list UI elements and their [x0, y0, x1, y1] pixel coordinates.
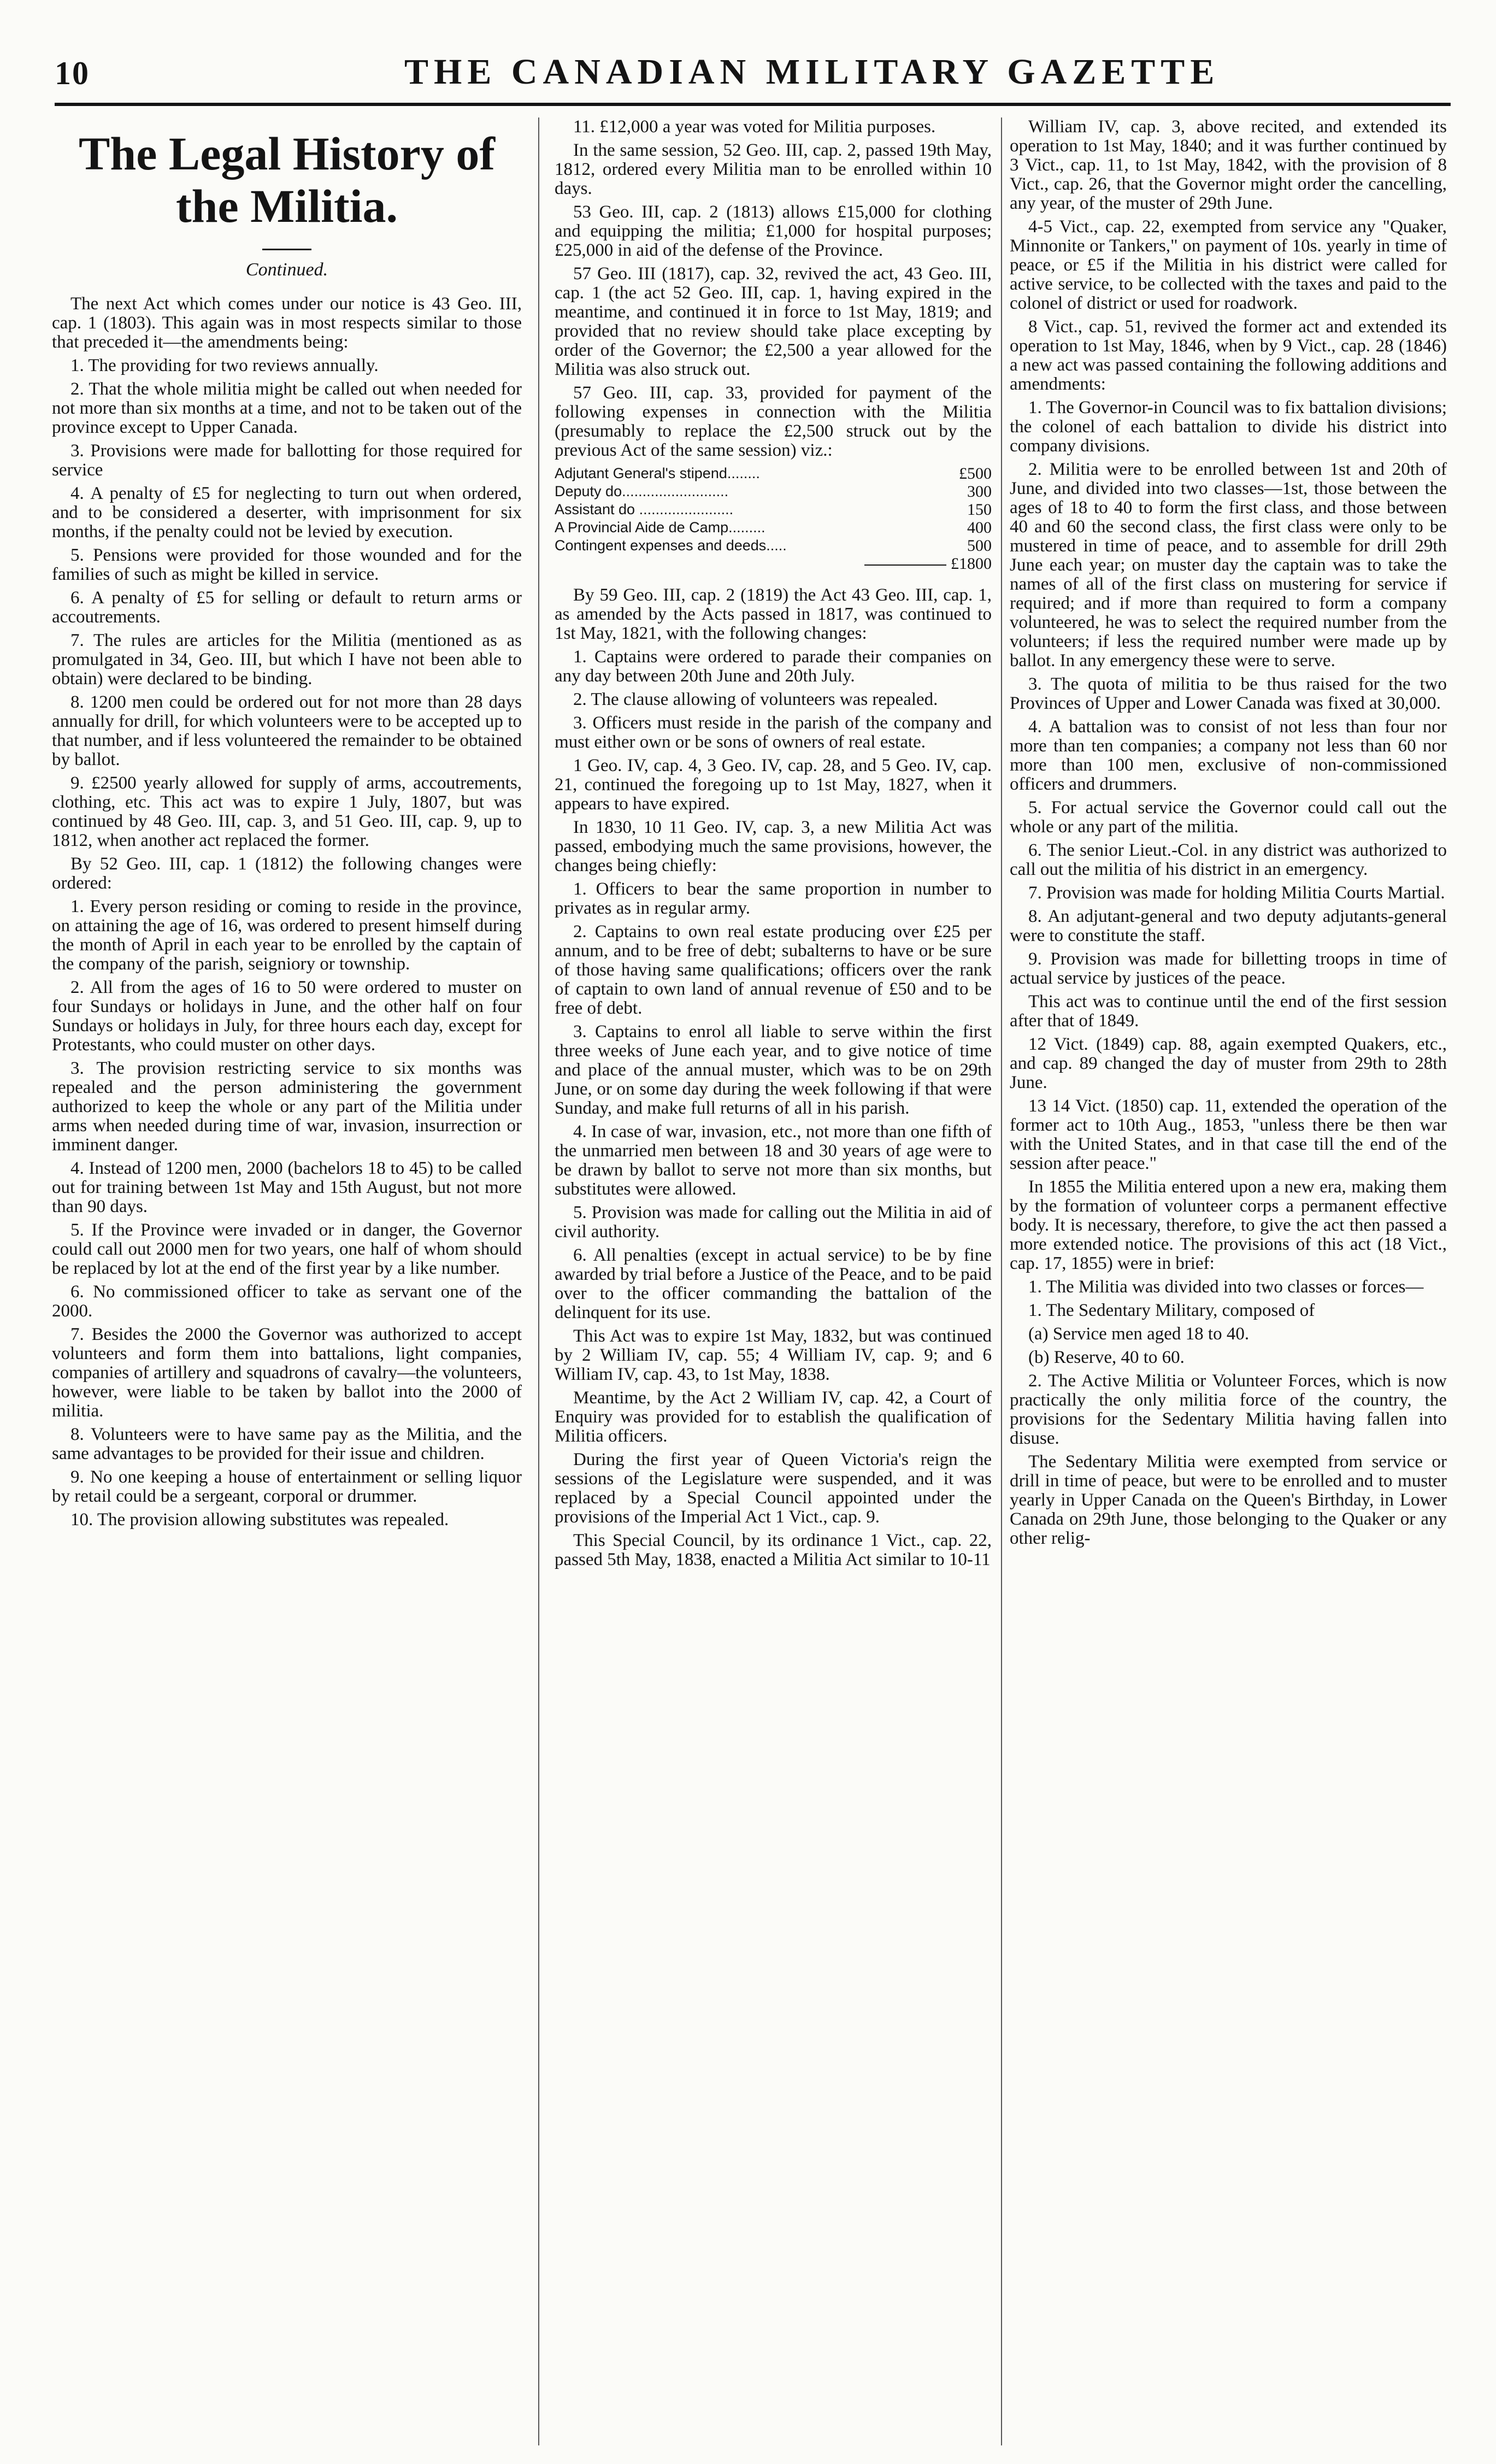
- paragraph: 3. Officers must reside in the parish of the company and must either own or be sons of owners of real estate.: [555, 713, 992, 752]
- paragraph: 7. Besides the 2000 the Governor was authorized to accept volunteers and form them into battalions, light companies, companies of artillery and squadrons of cavalry—the volunteers, however, were liable to be taken by ballot into the 2000 of militia.: [52, 1325, 522, 1421]
- paragraph: (b) Reserve, 40 to 60.: [1028, 1348, 1185, 1367]
- expense-total: £1800: [951, 555, 992, 573]
- paragraph: 13 14 Vict. (1850) cap. 11, extended the operation of the former act to 10th Aug., 1853, "unless there be then war with the United States, and in that case till the end of the session after peace.": [1010, 1096, 1447, 1173]
- paragraph: This act was to continue until the end of the first session after that of 1849.: [1010, 992, 1447, 1031]
- column-2-body-lower: [555, 586, 992, 1569]
- expense-row: [555, 501, 992, 519]
- column-3: [1010, 117, 1447, 2445]
- paragraph: In 1830, 10 11 Geo. IV, cap. 3, a new Militia Act was passed, embodying much the same provisions, however, the changes being chiefly:: [555, 818, 992, 875]
- paragraph: 9. £2500 yearly allowed for supply of arms, accoutrements, clothing, etc. This act was to expire 1 July, 1807, but was continued by 48 Geo. III, cap. 3, and 51 Geo. III, cap. 9, up to 1812, when another act replaced the former.: [52, 773, 522, 850]
- paragraph: 1. The Governor-in Council was to fix battalion divisions; the colonel of each battalion to divide his district into company divisions.: [1010, 398, 1447, 456]
- title-divider: [262, 249, 311, 250]
- paragraph: 1. The providing for two reviews annually.: [70, 356, 379, 375]
- paragraph: 4. A penalty of £5 for neglecting to turn out when ordered, and to be considered a deserter, with imprisonment for six months, if the penalty could not be levied by execution.: [52, 484, 522, 542]
- expense-row: [555, 519, 992, 537]
- paragraph: 6. The senior Lieut.-Col. in any district was authorized to call out the militia of his district in an emergency.: [1010, 840, 1447, 879]
- expense-amount: £500: [959, 464, 992, 483]
- expense-amount: 400: [967, 519, 992, 537]
- paragraph: 9. Provision was made for billetting troops in time of actual service by justices of the peace.: [1010, 949, 1447, 988]
- column-2: [555, 117, 992, 2445]
- expense-row: [555, 464, 992, 483]
- paragraph: 3. The provision restricting service to six months was repealed and the person administering the government authorized to keep the whole or any part of the Militia under arms when needed during time of war, invasion, insurrection or imminent danger.: [52, 1058, 522, 1155]
- expense-label: Contingent expenses and deeds.....: [555, 537, 787, 554]
- expense-label: A Provincial Aide de Camp.........: [555, 519, 765, 536]
- column-3-body: [1010, 117, 1447, 1548]
- running-title: THE CANADIAN MILITARY GAZETTE: [404, 52, 1220, 92]
- article-subtitle: Continued.: [245, 260, 328, 280]
- paragraph: 4. A battalion was to consist of not less than four nor more than ten companies; a company not less than 60 nor more than 100 men, exclusive of non-commissioned officers and drummers.: [1010, 717, 1447, 794]
- paragraph: 1. The Militia was divided into two classes or forces—: [1028, 1277, 1424, 1297]
- paragraph: 8. 1200 men could be ordered out for not more than 28 days annually for drill, for which volunteers were to be accepted up to that number, and if less volunteered the remainder to be obtained by ballot.: [52, 692, 522, 769]
- paragraph: 57 Geo. III (1817), cap. 32, revived the act, 43 Geo. III, cap. 1 (the act 52 Geo. III, cap. 1, having expired in the meantime, and continued it in force to 1st May, 1819; and provided that no review should take place excepting by order of the Governor; the £2,500 a year allowed for the Militia was also struck out.: [555, 264, 992, 379]
- paragraph: 4. Instead of 1200 men, 2000 (bachelors 18 to 45) to be called out for training between 1st May and 15th August, but not more than 90 days.: [52, 1159, 522, 1216]
- paragraph: This Special Council, by its ordinance 1 Vict., cap. 22, passed 5th May, 1838, enacted a Militia Act similar to 10-11: [555, 1531, 992, 1569]
- page-number: 10: [55, 55, 90, 91]
- expense-amount: 150: [967, 501, 992, 519]
- paragraph: 8 Vict., cap. 51, revived the former act and extended its operation to 1st May, 1846, when by 9 Vict., cap. 28 (1846) a new act was passed containing the following additions and amendments:: [1010, 317, 1447, 394]
- paragraph: 1. Captains were ordered to parade their companies on any day between 20th June and 20th July.: [555, 647, 992, 686]
- paragraph: 12 Vict. (1849) cap. 88, again exempted Quakers, etc., and cap. 89 changed the day of muster from 29th to 28th June.: [1010, 1034, 1447, 1092]
- paragraph: By 52 Geo. III, cap. 1 (1812) the following changes were ordered:: [52, 854, 522, 893]
- expense-amount: 500: [967, 537, 992, 555]
- paragraph: 6. No commissioned officer to take as servant one of the 2000.: [52, 1282, 522, 1321]
- paragraph: In 1855 the Militia entered upon a new era, making them by the formation of volunteer corps a permanent effective body. It is necessary, therefore, to give the act then passed a more extended notice. The provisions of this act (18 Vict., cap. 17, 1855) were in brief:: [1010, 1177, 1447, 1273]
- paragraph: 3. Captains to enrol all liable to serve within the first three weeks of June each year, and to give notice of time and place of the annual muster, which was to be on 29th June, or on some day during the week following if that were Sunday, and make full returns of all in his parish.: [555, 1022, 992, 1118]
- total-rule: [864, 564, 946, 566]
- paragraph: 3. Provisions were made for ballotting for those required for service: [52, 441, 522, 480]
- paragraph: 6. All penalties (except in actual service) to be by fine awarded by trial before a Justice of the Peace, and to be paid over to the officer commanding the battalion of the delinquent for its use.: [555, 1245, 992, 1322]
- expenses-table-body: [555, 464, 992, 573]
- paragraph: Meantime, by the Act 2 William IV, cap. 42, a Court of Enquiry was provided for to establish the qualification of Militia officers.: [555, 1388, 992, 1446]
- paragraph: 4. In case of war, invasion, etc., not more than one fifth of the unmarried men between 18 and 30 years of age were to be drawn by ballot to serve not more than six months, but substitutes were allowed.: [555, 1122, 992, 1199]
- paragraph: 5. If the Province were invaded or in danger, the Governor could call out 2000 men for two years, one half of whom should be replaced by lot at the end of the first year by a like number.: [52, 1220, 522, 1278]
- paragraph: 8. An adjutant-general and two deputy adjutants-general were to constitute the staff.: [1010, 907, 1447, 945]
- header-rule: [55, 103, 1451, 106]
- paragraph: 7. The rules are articles for the Militia (mentioned as as promulgated in 34, Geo. III, but which I have not been able to obtain) were declared to be binding.: [52, 631, 522, 689]
- paragraph: During the first year of Queen Victoria's reign the sessions of the Legislature were suspended, and it was replaced by a Special Council appointed under the provisions of the Imperial Act 1 Vict., cap. 9.: [555, 1450, 992, 1527]
- paragraph: 2. Captains to own real estate producing over £25 per annum, and to be free of debt; subalterns to have or be sure of those having same qualifications; officers over the rank of captain to own land of annual revenue of £50 and to be free of debt.: [555, 922, 992, 1018]
- expense-row: [555, 537, 992, 555]
- paragraph: 11. £12,000 a year was voted for Militia purposes.: [573, 117, 936, 137]
- column-1: [52, 117, 522, 2445]
- paragraph: 2. That the whole militia might be called out when needed for not more than six months at a time, and not to be taken out of the province except to Upper Canada.: [52, 379, 522, 437]
- column-1-body: [52, 295, 522, 1530]
- paragraph: The next Act which comes under our notice is 43 Geo. III, cap. 1 (1803). This again was in most respects similar to those that preceded it—the amendments being:: [52, 294, 522, 352]
- paragraph: 2. The clause allowing of volunteers was repealed.: [573, 690, 938, 709]
- paragraph: 5. Pensions were provided for those wounded and for the families of such as might be killed in service.: [52, 545, 522, 584]
- paragraph: 1 Geo. IV, cap. 4, 3 Geo. IV, cap. 28, and 5 Geo. IV, cap. 21, continued the foregoing up to 1st May, 1827, when it appears to have expired.: [555, 756, 992, 814]
- expenses-table: [555, 464, 992, 573]
- expense-total-row: [555, 555, 992, 573]
- column-divider: [538, 117, 539, 2445]
- paragraph: By 59 Geo. III, cap. 2 (1819) the Act 43 Geo. III, cap. 1, as amended by the Acts passed in 1817, was continued to 1st May, 1821, with the following changes:: [555, 585, 992, 643]
- paragraph: 2. The Active Militia or Volunteer Forces, which is now practically the only militia force of the country, the provisions for the Sedentary Militia having fallen into disuse.: [1010, 1371, 1447, 1448]
- paragraph: 10. The provision allowing substitutes was repealed.: [70, 1510, 449, 1530]
- expense-amount: 300: [967, 483, 992, 501]
- paragraph: 4-5 Vict., cap. 22, exempted from service any "Quaker, Minnonite or Tankers," on payment of 10s. yearly in time of peace, or £5 if the Militia in his district were called for active service, to be collected with the taxes and paid to the colonel of district or used for roadwork.: [1010, 217, 1447, 313]
- paragraph: 53 Geo. III, cap. 2 (1813) allows £15,000 for clothing and equipping the militia; £1,000 for hospital purposes; £25,000 in aid of the defense of the Province.: [555, 202, 992, 260]
- expense-label: Adjutant General's stipend........: [555, 465, 760, 481]
- paragraph: 2. Militia were to be enrolled between 1st and 20th of June, and divided into two classes—1st, those between the ages of 18 to 40 to form the first class, and those between 40 and 60 the second class, the first class were only to be mustered in time of peace, and to assemble for drill 29th June each year; on muster day the captain was to take the names of all of the first class on mustering for service if required; and if more than required to form a company volunteered, he was to select the required number from the volunteers; if less the required number were made up by ballot. In any emergency these were to serve.: [1010, 460, 1447, 671]
- expense-total-cell: [555, 555, 992, 573]
- expense-label: Assistant do .......................: [555, 501, 734, 518]
- paragraph: 1. Every person residing or coming to reside in the province, on attaining the age of 16, was ordered to present himself during the month of April in each year to be enrolled by the captain of the company of the parish, seigniory or township.: [52, 897, 522, 974]
- paragraph: 3. The quota of militia to be thus raised for the two Provinces of Upper and Lower Canada was fixed at 30,000.: [1010, 674, 1447, 713]
- paragraph: 57 Geo. III, cap. 33, provided for payment of the following expenses in connection with the Militia (presumably to replace the £2,500 struck out by the previous Act of the same session) viz.:: [555, 383, 992, 460]
- paragraph: This Act was to expire 1st May, 1832, but was continued by 2 William IV, cap. 55; 4 William IV, cap. 9; and 6 William IV, cap. 43, to 1st May, 1838.: [555, 1326, 992, 1384]
- page-header: [55, 49, 1220, 98]
- expense-row: [555, 483, 992, 501]
- paragraph: William IV, cap. 3, above recited, and extended its operation to 1st May, 1840; and it was further continued by 3 Vict., cap. 11, to 1st May, 1842, with the provision of 8 Vict., cap. 26, that the Governor might order the cancelling, any year, of the muster of 29th June.: [1010, 117, 1447, 213]
- paragraph: 5. Provision was made for calling out the Militia in aid of civil authority.: [555, 1203, 992, 1242]
- column-divider: [1001, 117, 1002, 2445]
- paragraph: (a) Service men aged 18 to 40.: [1028, 1324, 1250, 1344]
- paragraph: 8. Volunteers were to have same pay as the Militia, and the same advantages to be provided for their issue and children.: [52, 1425, 522, 1463]
- paragraph: 2. All from the ages of 16 to 50 were ordered to muster on four Sundays or holidays in June, and the other half on four Sundays or holidays in July, for three hours each day, except for Protestants, who could muster on other days.: [52, 978, 522, 1055]
- expense-label: Deputy do..........................: [555, 483, 729, 499]
- paragraph: 5. For actual service the Governor could call out the whole or any part of the militia.: [1010, 798, 1447, 837]
- article-title: The Legal History of the Militia.: [79, 127, 495, 232]
- paragraph: 1. The Sedentary Military, composed of: [1028, 1301, 1315, 1320]
- paragraph: In the same session, 52 Geo. III, cap. 2, passed 19th May, 1812, ordered every Militia man to be enrolled within 10 days.: [555, 140, 992, 198]
- paragraph: 1. Officers to bear the same proportion in number to privates as in regular army.: [555, 879, 992, 918]
- column-2-body-upper: [555, 117, 992, 460]
- paragraph: The Sedentary Militia were exempted from service or drill in time of peace, but were to be enrolled and to muster yearly in Upper Canada on the Queen's Birthday, in Lower Canada on 29th June, those belonging to the Quaker or any other relig-: [1010, 1452, 1447, 1548]
- paragraph: 9. No one keeping a house of entertainment or selling liquor by retail could be a sergeant, corporal or drummer.: [52, 1467, 522, 1506]
- paragraph: 7. Provision was made for holding Militia Courts Martial.: [1028, 883, 1445, 903]
- paragraph: 6. A penalty of £5 for selling or default to return arms or accoutrements.: [52, 588, 522, 627]
